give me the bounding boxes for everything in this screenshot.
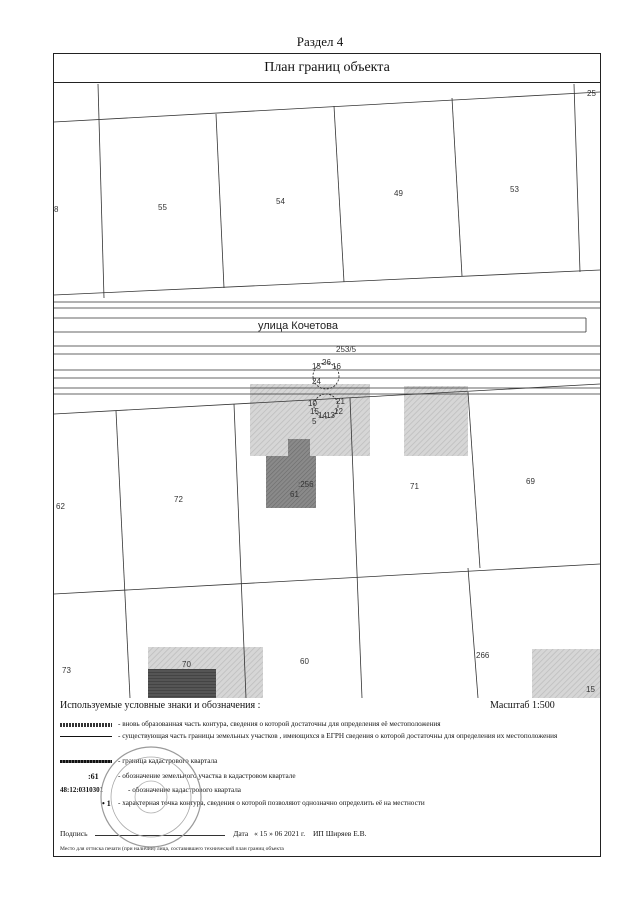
parcel-label-55: 55: [158, 203, 167, 212]
street-name: улица Кочетова: [258, 320, 338, 332]
date-label: Дата: [233, 829, 249, 838]
legend-title: Используемые условные знаки и обозначения :: [60, 700, 261, 711]
legend-text: - обозначение кадастрового квартала: [128, 786, 241, 794]
parcel-neighbor-shade: [404, 386, 468, 456]
point-label: 13: [326, 411, 335, 420]
parcel-label-72: 72: [174, 495, 183, 504]
parcel-label-49: 49: [394, 189, 403, 198]
signature-label: Подпись: [60, 829, 88, 838]
point-label: 15: [312, 362, 321, 371]
parcel-label-256: :256: [298, 480, 314, 489]
parcel-label-5: 5: [312, 417, 317, 426]
existing-boundary-symbol: [60, 736, 112, 737]
footnote: Место для оттиска печати (при наличии) лица, составившего технический план границ объекта: [60, 846, 284, 852]
legend-text: - существующая часть границы земельных участков , имеющихся в ЕГРН сведения о которой достаточны для определения их местоположения: [118, 732, 558, 740]
point-label: 24: [312, 377, 321, 386]
point-label: 21: [336, 397, 345, 406]
legend-text: - вновь образованная часть контура, сведения о которой достаточны для определения её местоположения: [118, 720, 441, 728]
building-61-ext: [288, 439, 310, 459]
boundary-plan-map: [54, 84, 600, 698]
legend-text: - обозначение земельного участка в кадастровом квартале: [118, 772, 296, 780]
point-label: 16: [332, 362, 341, 371]
parcel-label-60: 60: [300, 657, 309, 666]
plan-title: План границ объекта: [53, 53, 601, 83]
point-label: 12: [334, 407, 343, 416]
parcel-label-69: 69: [526, 477, 535, 486]
legend-text: - характерная точка контура, сведения о которой позволяют однозначно определить её на местности: [118, 799, 425, 807]
point-label: 10: [308, 399, 317, 408]
parcel-label-61: 61: [290, 490, 299, 499]
parcel-label-70: 70: [182, 660, 191, 669]
legend-text: - граница кадастрового квартала: [118, 757, 218, 765]
person-name: ИП Ширяев Е.В.: [312, 829, 367, 838]
building-70: [148, 669, 216, 698]
point-label: 15: [310, 407, 319, 416]
road-parcel-label: 253/5: [336, 345, 357, 354]
parcel-label-54: 54: [276, 197, 285, 206]
parcel-label-73: 73: [62, 666, 71, 675]
parcel-label-266: 266: [476, 651, 490, 660]
date-value: « 15 » 06 2021 г.: [254, 829, 306, 838]
parcel-label-62: 62: [56, 502, 65, 511]
parcel-label-8: 8: [54, 205, 59, 214]
legend-row: [60, 732, 596, 741]
point-label: 26: [322, 358, 331, 367]
parcel-label-53: 53: [510, 185, 519, 194]
new-contour-symbol: [60, 723, 112, 727]
point-key: • 1: [102, 799, 111, 808]
parcel-key: :61: [88, 772, 99, 781]
quarter-key: 48:12:0310301: [60, 786, 104, 794]
parcel-label-25: 25: [587, 89, 596, 98]
parcel-label-71: 71: [410, 482, 419, 491]
point-label: 14: [318, 411, 327, 420]
legend-row: [60, 720, 596, 729]
parcel-label-15: 15: [586, 685, 595, 694]
scale-label: Масштаб 1:500: [490, 700, 555, 711]
section-title: Раздел 4: [296, 34, 344, 49]
stamp-seal: [96, 742, 206, 852]
